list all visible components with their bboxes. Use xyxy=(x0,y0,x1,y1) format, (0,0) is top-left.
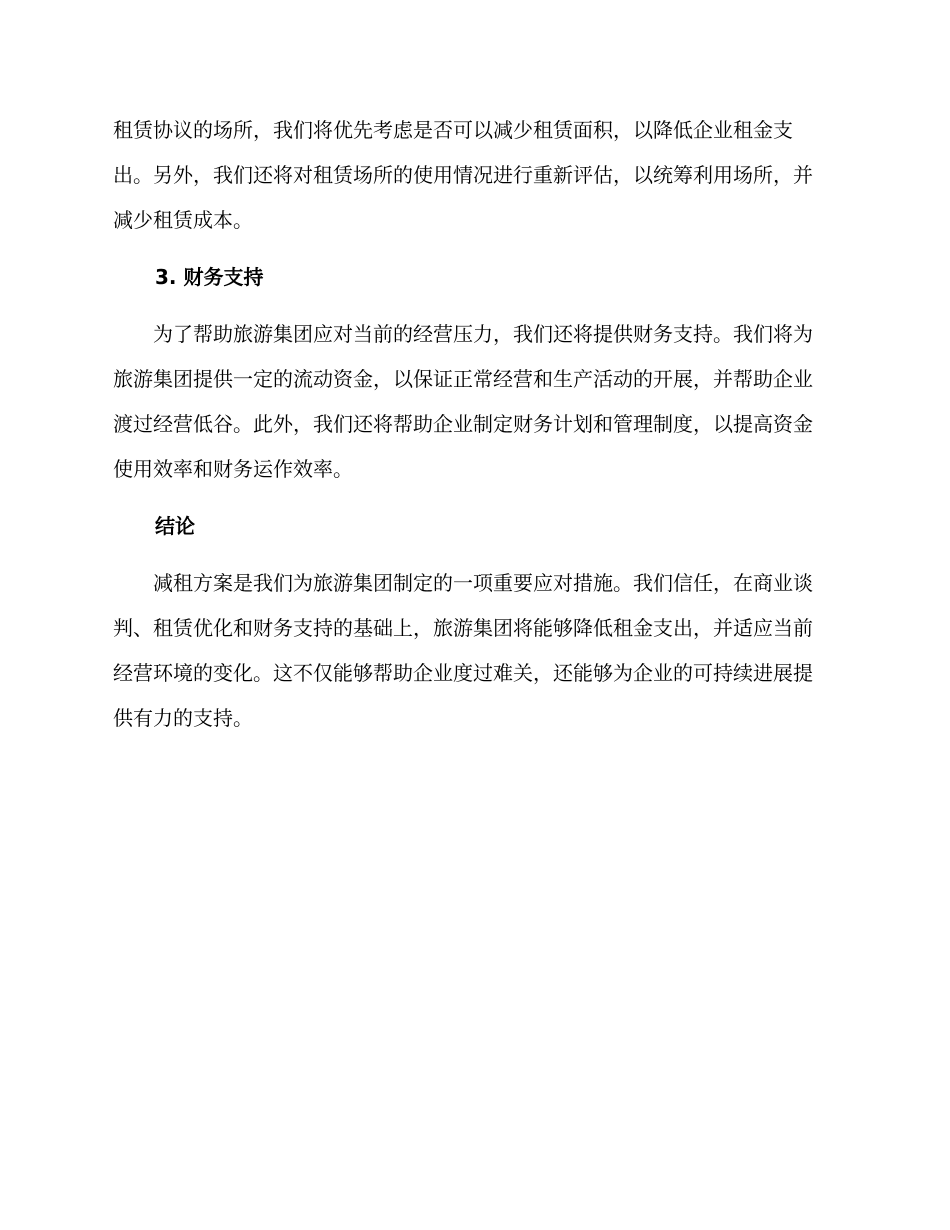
spacer xyxy=(113,549,831,561)
paragraph-conclusion: 减租方案是我们为旅游集团制定的一项重要应对措施。我们信任，在商业谈判、租赁优化和财务支持的基础上，旅游集团将能够降低租金支出，并适应当前经营环境的变化。这不仅能够帮助企业度过难关，还能够为企业的可持续进展提供有力的支持。 xyxy=(113,571,813,730)
paragraph-financial-support: 为了帮助旅游集团应对当前的经营压力，我们还将提供财务支持。我们将为旅游集团提供一定的流动资金，以保证正常经营和生产活动的开展，并帮助企业渡过经营低谷。此外，我们还将帮助企业制定财务计划和管理制度，以提高资金使用效率和财务运作效率。 xyxy=(113,322,813,481)
spacer xyxy=(113,243,831,255)
section-heading-financial-support: 3. 财务支持 xyxy=(155,265,264,289)
spacer xyxy=(113,300,831,312)
paragraph-lease-optimization-continued: 租赁协议的场所，我们将优先考虑是否可以减少租赁面积，以降低企业租金支出。另外，我们还将对租赁场所的使用情况进行重新评估，以统筹利用场所，并减少租赁成本。 xyxy=(113,118,813,232)
section-heading-conclusion: 结论 xyxy=(155,514,195,538)
spacer xyxy=(113,492,831,504)
document-page xyxy=(113,108,831,741)
